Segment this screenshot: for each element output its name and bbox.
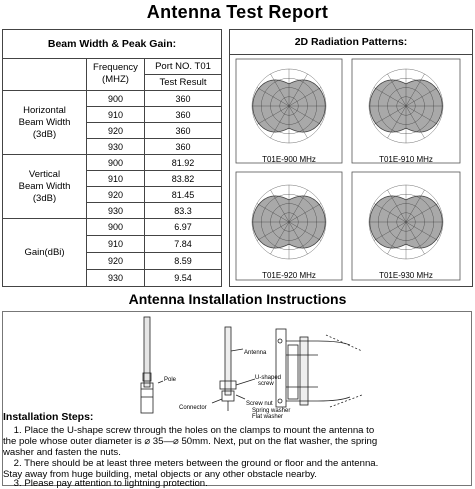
table-cell-frequency: 920 — [86, 252, 144, 269]
table-cell-result: 8.59 — [144, 252, 221, 269]
beam-width-gain-table — [2, 29, 222, 287]
radiation-plot-900 — [249, 66, 329, 146]
group-label-vertical — [3, 154, 86, 218]
table-cell-result: 7.84 — [144, 235, 221, 252]
simple-pole-figure — [141, 317, 163, 413]
frequency-header-label: Frequency — [93, 62, 138, 73]
pattern-caption: T01E-900 MHz — [262, 155, 316, 164]
table-cell-result: 360 — [144, 122, 221, 138]
frequency-header-unit: (MHZ) — [102, 74, 129, 85]
table-cell-frequency: 910 — [86, 235, 144, 252]
frequency-column-header — [86, 58, 144, 90]
patterns-heading: 2D Radiation Patterns: — [230, 30, 472, 55]
port-column-header: Port NO. T01 — [144, 58, 221, 74]
table-cell-frequency: 920 — [86, 122, 144, 138]
label-antenna: Antenna — [244, 350, 267, 356]
radiation-plot-920 — [249, 182, 329, 262]
table-cell-frequency: 910 — [86, 106, 144, 122]
installation-step-line: Stay away from huge building, metal objects or any other obstacle nearby. — [3, 469, 317, 480]
antenna-clamp-figure — [212, 327, 255, 411]
report-title: Antenna Test Report — [146, 2, 329, 22]
connector-leader — [212, 399, 222, 403]
group-label-horizontal — [3, 90, 86, 154]
table-cell-result: 360 — [144, 90, 221, 106]
table-cell-result: 360 — [144, 106, 221, 122]
pattern-caption: T01E-920 MHz — [262, 271, 316, 280]
table-cell-frequency: 910 — [86, 170, 144, 186]
label-flat-washer: Flat washer — [252, 414, 284, 420]
radiation-plot-910 — [366, 66, 446, 146]
radiation-patterns-panel — [229, 29, 473, 287]
table-cell-result: 6.97 — [144, 218, 221, 235]
table-cell-frequency: 900 — [86, 154, 144, 170]
result-column-header: Test Result — [144, 74, 221, 90]
table-heading: Beam Width & Peak Gain: — [3, 30, 221, 59]
table-cell-frequency: 930 — [86, 202, 144, 218]
label-spring-washer: Spring washer — [252, 408, 291, 414]
guide-lines — [326, 335, 362, 407]
detail-bracket — [276, 329, 286, 407]
washer-leader — [236, 395, 245, 399]
table-cell-result: 81.45 — [144, 186, 221, 202]
label-connector: Connector — [179, 405, 207, 411]
label-pole: Pole — [164, 377, 177, 383]
u-bolt-curves — [318, 341, 350, 401]
table-cell-frequency: 930 — [86, 269, 144, 286]
table-cell-result: 9.54 — [144, 269, 221, 286]
label-screw-nut: Screw nut — [246, 401, 273, 407]
group-label-line: Gain(dBi) — [24, 246, 65, 258]
table-cell-result: 83.3 — [144, 202, 221, 218]
table-cell-result: 81.92 — [144, 154, 221, 170]
installation-steps-title: Installation Steps: — [3, 411, 94, 423]
group-label-gain — [3, 218, 86, 286]
radiation-plot-930 — [366, 182, 446, 262]
antenna-leader — [231, 349, 243, 351]
installation-diagram — [0, 311, 475, 421]
table-cell-frequency: 930 — [86, 138, 144, 154]
label-u-screw: screw — [258, 381, 274, 387]
table-cell-frequency: 920 — [86, 186, 144, 202]
installation-step-line: the pole whose outer diameter is ⌀ 35—⌀ 50mm. Next, put on the flat washer, the spring — [3, 436, 378, 447]
group-label-line: (3dB) — [32, 128, 57, 140]
pattern-caption: T01E-910 MHz — [379, 155, 433, 164]
table-cell-frequency: 900 — [86, 218, 144, 235]
antenna-radome — [144, 317, 150, 387]
pattern-caption: T01E-930 MHz — [379, 271, 433, 280]
installation-title: Antenna Installation Instructions — [128, 291, 347, 307]
mounting-detail-figure — [276, 329, 362, 407]
group-label-line: Beam Width — [18, 116, 71, 128]
table-cell-frequency: 900 — [86, 90, 144, 106]
u-screw-leader — [236, 379, 255, 385]
table-cell-result: 83.82 — [144, 170, 221, 186]
group-label-line: Horizontal — [23, 104, 66, 116]
antenna-radome — [225, 327, 231, 395]
installation-step-line: 1. Place the U-shape screw through the holes on the clamps to mount the antenna to — [3, 425, 375, 436]
detail-pole — [300, 337, 308, 405]
table-cell-result: 360 — [144, 138, 221, 154]
group-label-line: Beam Width — [18, 180, 71, 192]
installation-step-line: washer and fasten the nuts. — [3, 447, 121, 458]
group-label-line: Vertical — [28, 168, 61, 180]
installation-step-line: 2. There should be at least three meters between the ground or floor and the antenna. — [3, 458, 379, 469]
group-label-line: (3dB) — [32, 192, 57, 204]
installation-step-line: 3. Please pay attention to lightning protection. — [3, 478, 208, 489]
pole-body — [141, 383, 153, 413]
detail-clamp — [288, 345, 298, 399]
pole-leader — [158, 381, 163, 383]
label-u-shaped: U-shaped — [255, 375, 282, 381]
